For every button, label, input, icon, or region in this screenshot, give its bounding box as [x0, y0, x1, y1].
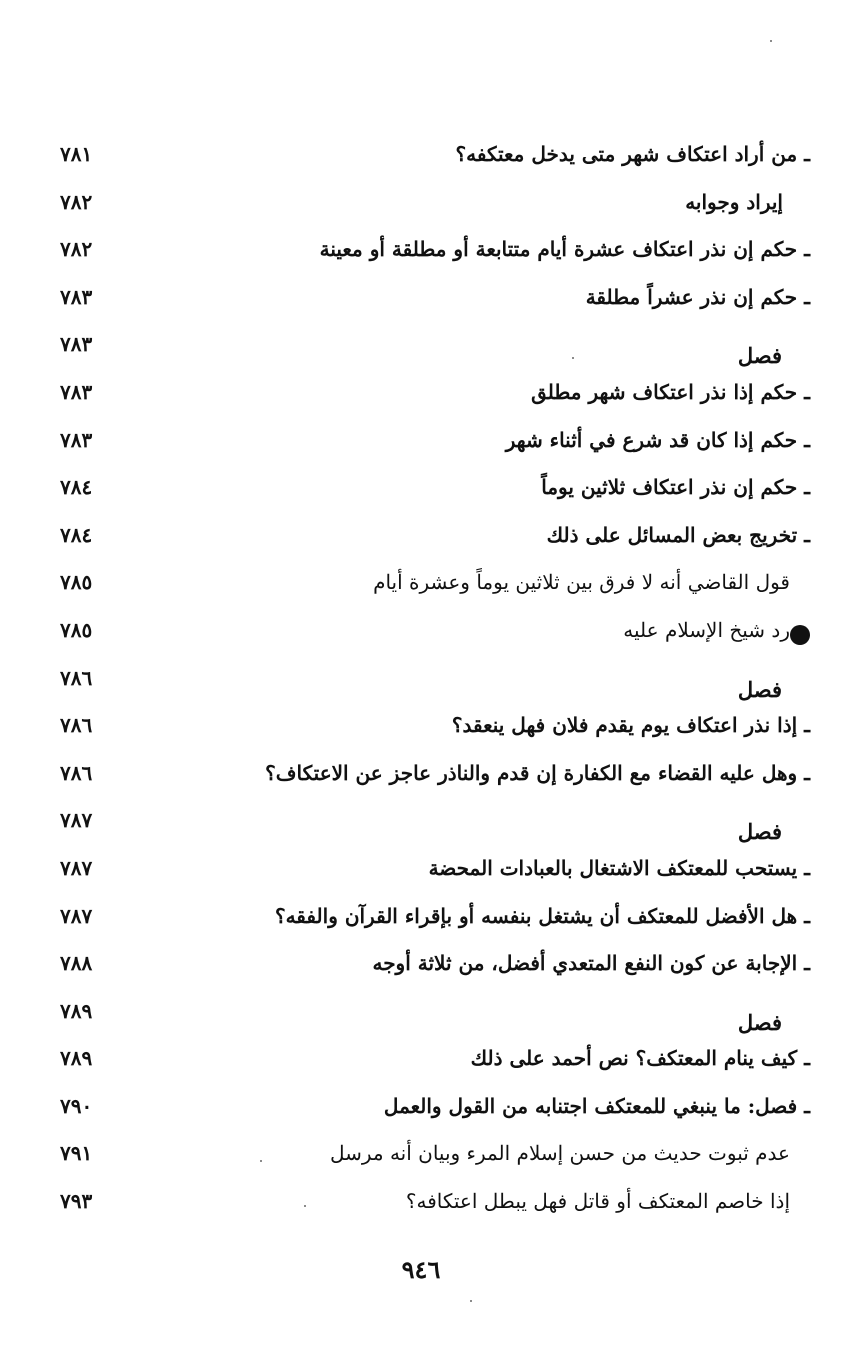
toc-section-heading: فصل [737, 676, 782, 702]
toc-page-number: ٧٨٣ [60, 379, 93, 404]
table-of-contents [60, 132, 810, 1227]
toc-title: ـ إذا نذر اعتكاف يوم يقدم فلان فهل ينعقد؟ [451, 713, 810, 738]
toc-page-number: ٧٨٦ [60, 760, 93, 785]
scan-speck [572, 357, 574, 359]
toc-row [60, 560, 810, 608]
toc-section-heading: فصل [737, 1009, 782, 1035]
toc-title: ـ حكم إن نذر اعتكاف ثلاثين يوماً [541, 475, 810, 500]
toc-row [60, 418, 810, 466]
toc-title: ـ الإجابة عن كون النفع المتعدي أفضل، من ثلاثة أوجه [372, 951, 810, 976]
toc-section-row [60, 322, 810, 370]
toc-row [60, 1036, 810, 1084]
toc-title: رد شيخ الإسلام عليه [623, 617, 790, 642]
toc-page-number: ٧٨٦ [60, 665, 93, 690]
scan-speck [304, 1205, 306, 1207]
toc-page-number: ٧٨٩ [60, 1046, 93, 1071]
toc-title: ـ كيف ينام المعتكف؟ نص أحمد على ذلك [470, 1046, 810, 1071]
toc-page-number: ٧٩٠ [60, 1093, 93, 1118]
toc-title: ـ حكم إن نذر اعتكاف عشرة أيام متتابعة أو مطلقة أو معينة [319, 237, 810, 262]
toc-row [60, 465, 810, 513]
toc-page-number: ٧٨٦ [60, 713, 93, 738]
toc-section-heading: فصل [737, 819, 782, 845]
toc-page-number: ٧٨١ [60, 142, 93, 166]
toc-page-number: ٧٨٧ [60, 855, 93, 880]
toc-row [60, 180, 810, 228]
bullet-icon [790, 625, 810, 645]
toc-page-number: ٧٨٧ [60, 903, 93, 928]
toc-row [60, 703, 810, 751]
toc-page-number: ٧٨٣ [60, 427, 93, 452]
toc-section-heading: فصل [737, 343, 782, 369]
toc-page-number: ٧٨٩ [60, 998, 93, 1023]
toc-row [60, 132, 810, 180]
toc-title: عدم ثبوت حديث من حسن إسلام المرء وبيان أنه مرسل [329, 1141, 790, 1166]
scan-speck [470, 1300, 472, 1302]
toc-title: ـ حكم إن نذر عشراً مطلقة [585, 284, 810, 309]
toc-title: ـ هل الأفضل للمعتكف أن يشتغل بنفسه أو بإقراء القرآن والفقه؟ [274, 903, 810, 928]
toc-title: ـ تخريج بعض المسائل على ذلك [546, 522, 810, 547]
toc-row [60, 513, 810, 561]
page-number: ٩٤٦ [401, 1255, 441, 1284]
scan-speck [260, 1160, 262, 1162]
toc-title: ـ وهل عليه القضاء مع الكفارة إن قدم والناذر عاجز عن الاعتكاف؟ [265, 760, 810, 785]
toc-row [60, 894, 810, 942]
toc-page-number: ٧٨٣ [60, 332, 93, 357]
toc-page-number: ٧٨٢ [60, 189, 93, 214]
toc-title: إيراد وجوابه [685, 189, 783, 214]
toc-row [60, 227, 810, 275]
toc-page-number: ٧٨٣ [60, 284, 93, 309]
toc-section-row [60, 989, 810, 1037]
toc-page-number: ٧٨٧ [60, 808, 93, 833]
toc-title: قول القاضي أنه لا فرق بين ثلاثين يوماً وعشرة أيام [373, 570, 790, 595]
toc-page-number: ٧٨٤ [60, 522, 93, 547]
toc-section-row [60, 656, 810, 704]
toc-page-number: ٧٩٣ [60, 1189, 93, 1214]
toc-row [60, 1084, 810, 1132]
toc-title: ـ حكم إذا كان قد شرع في أثناء شهر [505, 427, 810, 452]
toc-page-number: ٧٨٨ [60, 951, 93, 976]
toc-row [60, 751, 810, 799]
toc-page-number: ٧٨٥ [60, 617, 93, 642]
toc-page-number: ٧٨٤ [60, 475, 93, 500]
toc-title: ـ من أراد اعتكاف شهر متى يدخل معتكفه؟ [455, 142, 810, 166]
toc-section-row [60, 798, 810, 846]
toc-row [60, 846, 810, 894]
toc-title: إذا خاصم المعتكف أو قاتل فهل يبطل اعتكافه؟ [405, 1189, 790, 1214]
toc-page-number: ٧٨٥ [60, 570, 93, 595]
toc-page-number: ٧٨٢ [60, 237, 93, 262]
toc-row [60, 1179, 810, 1227]
toc-page-number: ٧٩١ [60, 1141, 93, 1166]
toc-row [60, 608, 810, 656]
toc-title: ـ يستحب للمعتكف الاشتغال بالعبادات المحضة [428, 855, 810, 880]
toc-row [60, 941, 810, 989]
toc-row [60, 275, 810, 323]
toc-row [60, 370, 810, 418]
toc-title: ـ حكم إذا نذر اعتكاف شهر مطلق [531, 379, 810, 404]
toc-row [60, 1131, 810, 1179]
scan-speck [770, 40, 772, 42]
toc-title: ـ فصل: ما ينبغي للمعتكف اجتنابه من القول والعمل [383, 1093, 810, 1118]
